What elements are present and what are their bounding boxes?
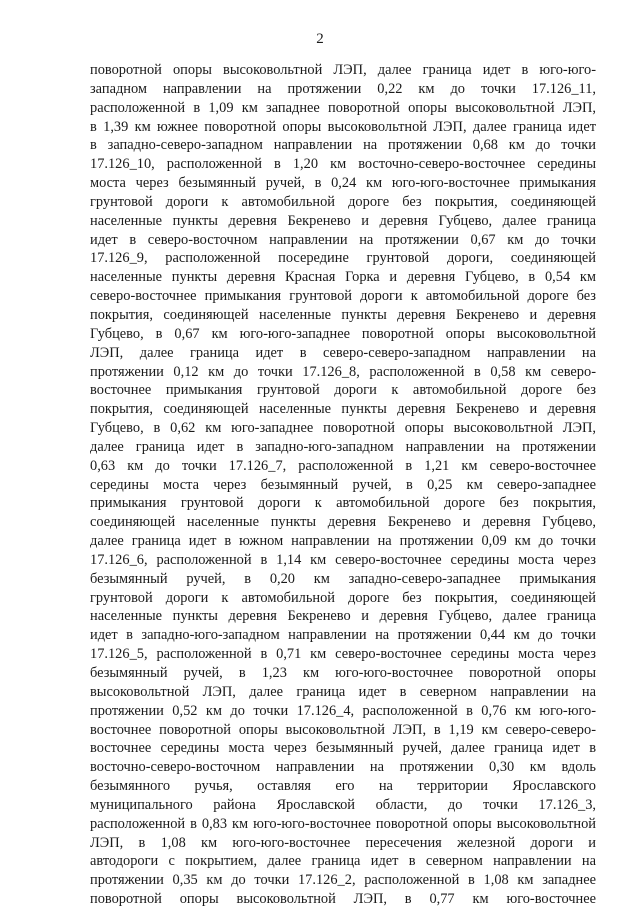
text-line: примыкания грунтовой дороги к автомобильной дороге без покрытия, bbox=[90, 495, 596, 512]
document-body bbox=[90, 61, 596, 909]
text-line: восточнее поворотной опоры высоковольтной ЛЭП, в 1,19 км северо-северо- bbox=[90, 721, 596, 738]
text-line: покрытия, соединяющей населенные пункты деревня Бекренево и деревня bbox=[90, 306, 596, 323]
text-line: западном направлении на протяжении 0,22 км до точки 17.126_11, bbox=[90, 80, 596, 97]
text-line: протяжении 0,52 км до точки 17.126_4, расположенной в 0,76 км юго-юго- bbox=[90, 702, 596, 719]
text-line: восточнее середины моста через безымянный ручей, далее граница идет в bbox=[90, 740, 596, 757]
text-line: 17.126_6, расположенной в 1,14 км северо-восточнее середины моста через bbox=[90, 551, 596, 568]
text-line: протяжении 0,12 км до точки 17.126_8, расположенной в 0,58 км северо- bbox=[90, 363, 596, 380]
text-line: ЛЭП, далее граница идет в северо-северо-западном направлении на bbox=[90, 344, 596, 361]
text-line: Губцево, в 0,67 км юго-юго-западнее поворотной опоры высоковольтной bbox=[90, 325, 596, 342]
text-line: 17.126_9, расположенной посередине грунтовой дороги, соединяющей bbox=[90, 250, 596, 267]
text-line: далее граница идет в западно-юго-западном направлении на протяжении bbox=[90, 438, 596, 455]
text-line: покрытия, соединяющей населенные пункты деревня Бекренево и деревня bbox=[90, 401, 596, 418]
text-line: расположенной в 1,09 км западнее поворотной опоры высоковольтной ЛЭП, bbox=[90, 99, 596, 116]
text-line: 0,63 км до точки 17.126_7, расположенной в 1,21 км северо-восточнее bbox=[90, 457, 596, 474]
text-line: ЛЭП, в 1,08 км юго-юго-восточнее пересечения железной дороги и bbox=[90, 834, 596, 851]
text-line: далее граница идет в южном направлении на протяжении 0,09 км до точки bbox=[90, 533, 596, 550]
text-line: поворотной опоры высоковольтной ЛЭП, далее граница идет в юго-юго- bbox=[90, 62, 596, 78]
text-line: северо-восточнее примыкания грунтовой дороги к автомобильной дороге без bbox=[90, 288, 596, 305]
text-line: восточно-северо-восточном направлении на протяжении 0,30 км вдоль bbox=[90, 759, 596, 776]
text-line: в 1,39 км южнее поворотной опоры высоковольтной ЛЭП, далее граница идет bbox=[90, 118, 596, 135]
text-line: в западно-северо-западном направлении на протяжении 0,68 км до точки bbox=[90, 137, 596, 154]
text-line: моста через безымянный ручей, в 0,24 км юго-юго-восточнее примыкания bbox=[90, 175, 596, 192]
text-line: восточнее примыкания грунтовой дороги к автомобильной дороге без bbox=[90, 382, 596, 399]
text-line: идет в северо-восточном направлении на протяжении 0,67 км до точки bbox=[90, 231, 596, 248]
text-line: 17.126_5, расположенной в 0,71 км северо-восточнее середины моста через bbox=[90, 646, 596, 663]
text-line: идет в западно-юго-западном направлении на протяжении 0,44 км до точки bbox=[90, 627, 596, 644]
text-line: середины моста через безымянный ручей, в 0,25 км северо-западнее bbox=[90, 476, 596, 493]
text-line: населенные пункты деревня Красная Горка и деревня Губцево, в 0,54 км bbox=[90, 269, 596, 286]
text-line: соединяющей населенные пункты деревня Бекренево и деревня Губцево, bbox=[90, 514, 596, 531]
text-line: поворотной опоры высоковольтной ЛЭП, в 0,77 км юго-восточнее bbox=[90, 891, 596, 908]
text-line: Губцево, в 0,62 км юго-западнее поворотной опоры высоковольтной ЛЭП, bbox=[90, 420, 596, 437]
text-line: протяжении 0,35 км до точки 17.126_2, расположенной в 1,08 км западнее bbox=[90, 872, 596, 889]
text-line: высоковольтной ЛЭП, далее граница идет в северном направлении на bbox=[90, 683, 596, 700]
text-line: 17.126_10, расположенной в 1,20 км восточно-северо-восточнее середины bbox=[90, 156, 596, 173]
page-number: 2 bbox=[316, 31, 324, 47]
text-line: грунтовой дороги к автомобильной дороге без покрытия, соединяющей bbox=[90, 193, 596, 210]
text-line: безымянный ручей, в 0,20 км западно-северо-западнее примыкания bbox=[90, 570, 596, 587]
text-line: населенные пункты деревня Бекренево и деревня Губцево, далее граница bbox=[90, 608, 596, 625]
text-line: безымянного ручья, оставляя его на территории Ярославского bbox=[90, 778, 596, 795]
text-line: автодороги с покрытием, далее граница идет в северном направлении на bbox=[90, 853, 596, 870]
text-line: расположенной в 0,83 км юго-юго-восточнее поворотной опоры высоковольтной bbox=[90, 815, 596, 832]
text-line: муниципального района Ярославской области, до точки 17.126_3, bbox=[90, 796, 596, 813]
text-line: населенные пункты деревня Бекренево и деревня Губцево, далее граница bbox=[90, 212, 596, 229]
text-line: грунтовой дороги к автомобильной дороге без покрытия, соединяющей bbox=[90, 589, 596, 606]
text-line: безымянный ручей, в 1,23 км юго-юго-восточнее поворотной опоры bbox=[90, 665, 596, 681]
